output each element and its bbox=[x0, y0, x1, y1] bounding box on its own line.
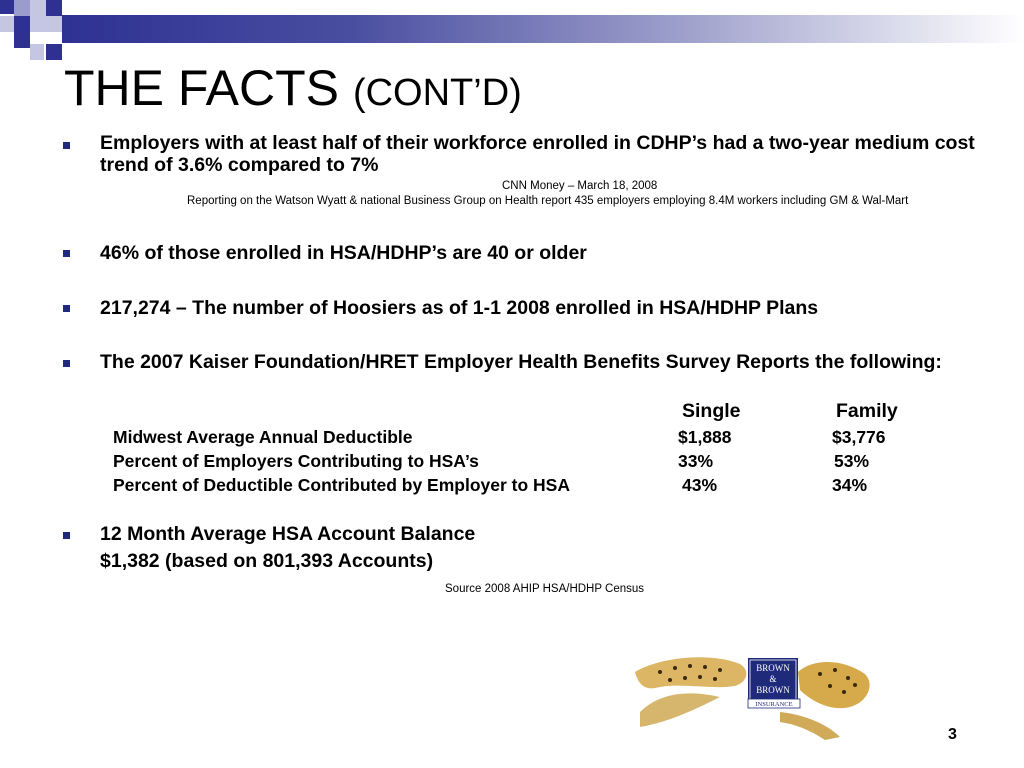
bullet-1-text: Employers with at least half of their workforce enrolled in CDHP’s had a two-year medium cost trend of 3.6% compared to 7% bbox=[100, 132, 975, 176]
bullet-3-text: 217,274 – The number of Hoosiers as of 1-1 2008 enrolled in HSA/HDHP Plans bbox=[100, 297, 819, 319]
source-watson: Reporting on the Watson Wyatt & national Business Group on Health report 435 employers employing 8.4M workers including GM & Wal-Mart bbox=[187, 195, 909, 207]
bullet-2-text: 46% of those enrolled in HSA/HDHP’s are 40 or older bbox=[100, 242, 587, 264]
column-header-family: Family bbox=[836, 400, 898, 422]
table-cell-family: $3,776 bbox=[832, 427, 886, 447]
table-cell-family: 34% bbox=[832, 475, 868, 495]
bullet-4-text: The 2007 Kaiser Foundation/HRET Employer Health Benefits Survey Reports the following: bbox=[100, 351, 942, 373]
slide-title bbox=[64, 58, 522, 123]
bullet-marker bbox=[63, 532, 70, 539]
header-gradient-bar bbox=[62, 15, 1024, 43]
bullet-marker bbox=[63, 305, 70, 312]
logo-text-insurance: INSURANCE bbox=[755, 701, 793, 708]
table-row-label: Percent of Employers Contributing to HSA’s bbox=[113, 451, 479, 471]
table-cell-single: $1,888 bbox=[678, 427, 732, 447]
logo-text-ampersand: & bbox=[769, 674, 777, 684]
source-cnn: CNN Money – March 18, 2008 bbox=[502, 180, 658, 192]
table-row-label: Midwest Average Annual Deductible bbox=[113, 427, 413, 447]
bullet-5-text: 12 Month Average HSA Account Balance bbox=[100, 523, 476, 545]
title-sub: (CONT’D) bbox=[352, 72, 522, 114]
bullet-marker bbox=[63, 142, 70, 149]
table-cell-single: 33% bbox=[678, 451, 714, 471]
logo-text-brown-2: BROWN bbox=[756, 685, 790, 695]
title-main: THE FACTS bbox=[64, 60, 340, 116]
column-header-single: Single bbox=[682, 400, 741, 422]
table-cell-family: 53% bbox=[834, 451, 870, 471]
page-number: 3 bbox=[948, 726, 957, 743]
logo-text-brown-1: BROWN bbox=[756, 663, 790, 673]
brown-brown-logo bbox=[630, 652, 880, 747]
bullet-marker bbox=[63, 250, 70, 257]
source-ahip: Source 2008 AHIP HSA/HDHP Census bbox=[445, 583, 645, 595]
table-row-label: Percent of Deductible Contributed by Employer to HSA bbox=[113, 475, 570, 495]
table-cell-single: 43% bbox=[682, 475, 718, 495]
bullet-5-text-2: $1,382 (based on 801,393 Accounts) bbox=[100, 550, 434, 572]
bullet-marker bbox=[63, 360, 70, 367]
